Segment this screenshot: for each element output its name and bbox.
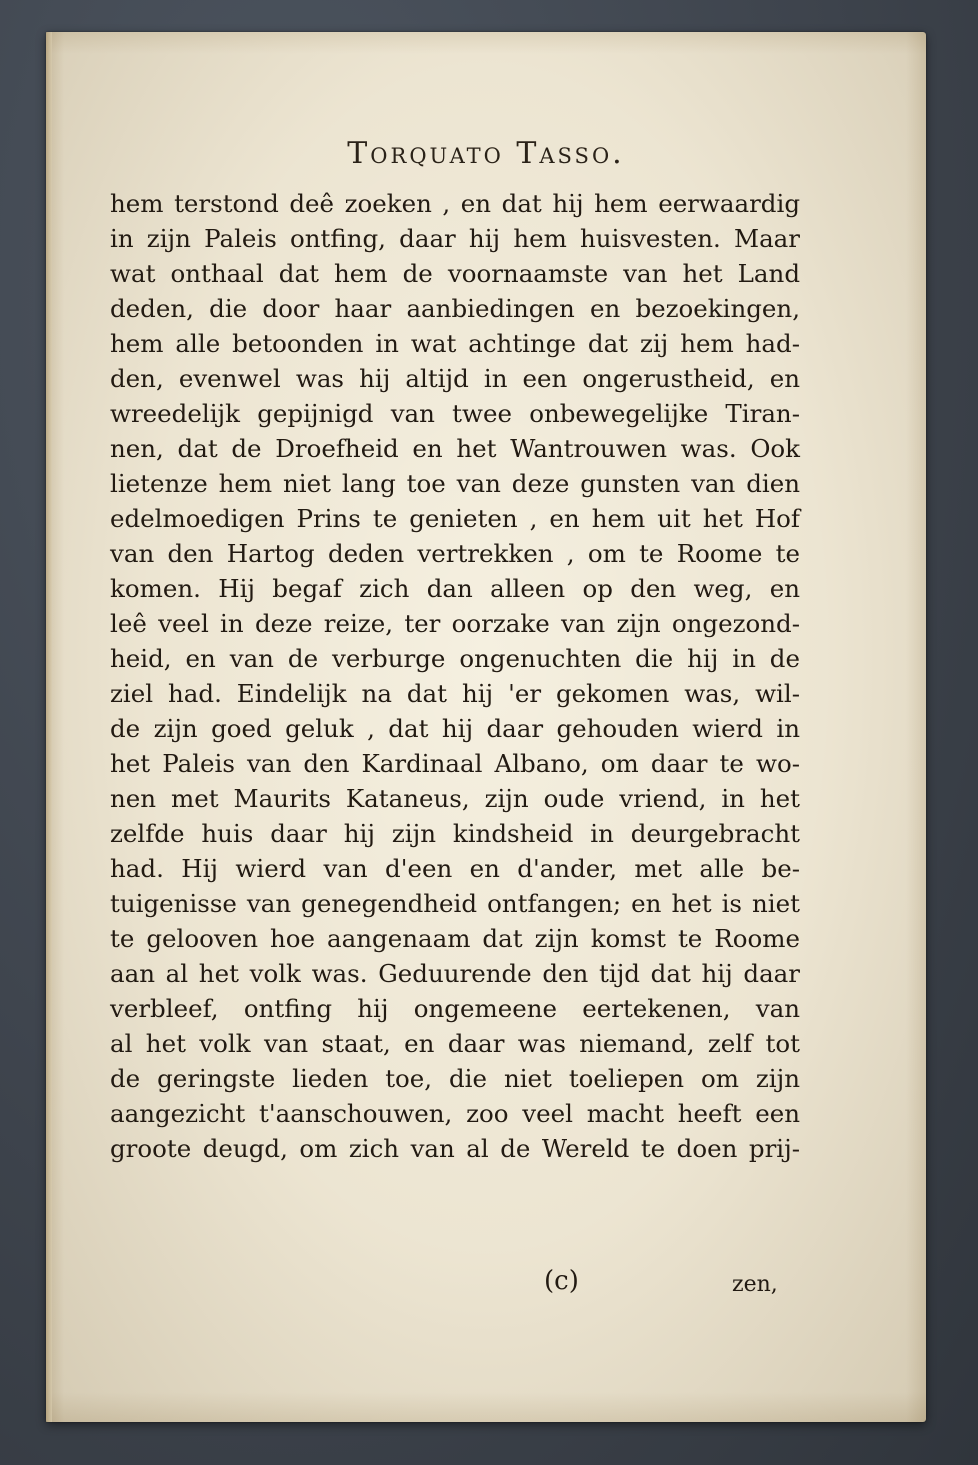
text-line: wreedelijk gepijnigd van twee onbewegelijke Tiran- bbox=[110, 399, 800, 428]
body-text bbox=[110, 186, 800, 1166]
text-line: groote deugd, om zich van al de Wereld te doen prij- bbox=[110, 1134, 800, 1163]
text-line: tuigenisse van genegendheid ontfangen; en het is niet bbox=[110, 889, 800, 918]
text-line: ziel had. Eindelijk na dat hij 'er gekomen was, wil- bbox=[110, 679, 800, 708]
text-line: nen met Maurits Kataneus, zijn oude vriend, in het bbox=[110, 784, 800, 813]
text-line: komen. Hij begaf zich dan alleen op den weg, en bbox=[110, 574, 800, 603]
text-line: al het volk van staat, en daar was niemand, zelf tot bbox=[110, 1029, 800, 1058]
page-edge bbox=[46, 32, 52, 1422]
text-line: de geringste lieden toe, die niet toeliepen om zijn bbox=[110, 1064, 800, 1093]
text-line: den, evenwel was hij altijd in een ongerustheid, en bbox=[110, 364, 800, 393]
text-line: het Paleis van den Kardinaal Albano, om daar te wo- bbox=[110, 749, 800, 778]
text-line: lietenze hem niet lang toe van deze gunsten van dien bbox=[110, 469, 800, 498]
text-line: edelmoedigen Prins te genieten , en hem uit het Hof bbox=[110, 504, 800, 533]
text-line: zelfde huis daar hij zijn kindsheid in deurgebracht bbox=[110, 819, 800, 848]
text-line: nen, dat de Droefheid en het Wantrouwen was. Ook bbox=[110, 434, 800, 463]
text-line: aangezicht t'aanschouwen, zoo veel macht heeft een bbox=[110, 1099, 800, 1128]
text-line: hem terstond deê zoeken , en dat hij hem eerwaardig bbox=[110, 189, 800, 218]
text-line: wat onthaal dat hem de voornaamste van het Land bbox=[110, 259, 800, 288]
text-line: deden, die door haar aanbiedingen en bezoekingen, bbox=[110, 294, 800, 323]
text-line: had. Hij wierd van d'een en d'ander, met alle be- bbox=[110, 854, 800, 883]
text-line: verbleef, ontfing hij ongemeene eertekenen, van bbox=[110, 994, 800, 1023]
text-line: van den Hartog deden vertrekken , om te Roome te bbox=[110, 539, 800, 568]
running-head: Torquato Tasso. bbox=[347, 136, 625, 171]
signature-mark: (c) bbox=[544, 1266, 579, 1296]
text-line: hem alle betoonden in wat achtinge dat zij hem had- bbox=[110, 329, 800, 358]
text-line: heid, en van de verburge ongenuchten die hij in de bbox=[110, 644, 800, 673]
text-line: in zijn Paleis ontfing, daar hij hem huisvesten. Maar bbox=[110, 224, 800, 253]
text-line: de zijn goed geluk , dat hij daar gehouden wierd in bbox=[110, 714, 800, 743]
text-line: leê veel in deze reize, ter oorzake van zijn ongezond- bbox=[110, 609, 800, 638]
catchword: zen, bbox=[732, 1272, 778, 1297]
text-line: te gelooven hoe aangenaam dat zijn komst te Roome bbox=[110, 924, 800, 953]
text-line: aan al het volk was. Geduurende den tijd dat hij daar bbox=[110, 959, 800, 988]
book-page bbox=[46, 32, 926, 1422]
